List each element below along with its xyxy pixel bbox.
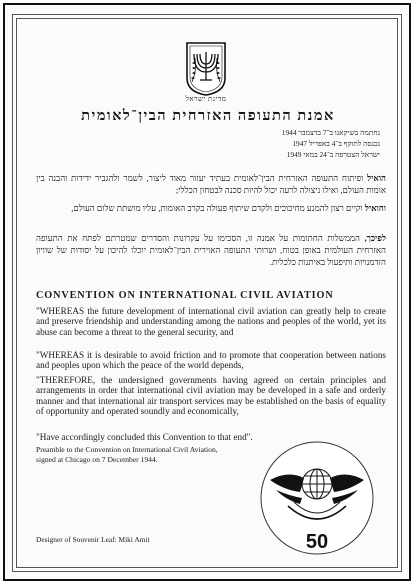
english-title: CONVENTION ON INTERNATIONAL CIVIL AVIATION [36,290,334,301]
english-paragraph-1: "WHEREAS the future development of international civil aviation can greatly help to create and preserve friendship and understanding among the nations and peoples of the world, yet its abuse can become a threat to the general security, and [36,306,386,337]
english-paragraph-4: "Have accordingly concluded this Convention to that end". [36,432,253,442]
hebrew-paragraph-3: לפיכך, הממשלות החתומות על אמנה זו, הסכימו על עקרונות והסדרים שמטרתם לפתח את התעופה האזרחית העולמית באופן בטוח, ושרותי התעופה האוירית הבין־לאומית יוכלו להיכון על יסודות של שוויון הזדמנויות ותיפעול באיתנות כלכלית. [36,233,386,267]
designer-credit: Designer of Souvenir Leaf: Miki Amit [36,535,150,544]
hebrew-paragraph-1: הואיל ופיתוח התעופה האזרחית הבין־לאומית בעתיד יעזור מאוד ליצור, לשמר ולהגביר ידידות והבנה בין אומות העולם, ואילו ניצולה לרעה יכול להיות סכנה לבטחון הכללי; [36,173,386,195]
icao-globe-wings-icon [258,440,376,560]
emblem-caption: מדינת ישראל [185,95,227,103]
seal-number: 50 [305,531,329,553]
menorah-emblem-icon [183,40,229,96]
date-signed: נחתמה בשיקאגו ב־7 בדצמבר 1944 [281,128,380,137]
date-israel-joined: ישראל הצטרפה ב־24 במאי 1949 [286,150,380,159]
hebrew-paragraph-2: והואיל וקיים רצון להמנע מחיכוכים ולקדם שיתוף פעולה בקרב האומות, עליו מושתת שלום העולם, [71,203,386,213]
hebrew-title: אמנת התעופה האזרחית הבין־לאומית [81,108,335,124]
hebrew-dates [220,127,380,160]
english-paragraph-3: "THEREFORE, the undersigned governments having agreed on certain principles and arrangements in order that international civil aviation may be developed in a safe and orderly manner and that international air transport services may be established on the basis of equality of opportunity and operated soundly and economically, [36,375,386,417]
preamble-citation: Preamble to the Convention on International Civil Aviation, signed at Chicago on 7 December 1944. [36,445,218,464]
english-paragraph-2: "WHEREAS it is desirable to avoid friction and to promote that cooperation between nations and peoples upon which the peace of the world depends, [36,350,386,371]
date-in-force: נכנסה לתוקף ב־4 באפריל 1947 [292,139,380,148]
